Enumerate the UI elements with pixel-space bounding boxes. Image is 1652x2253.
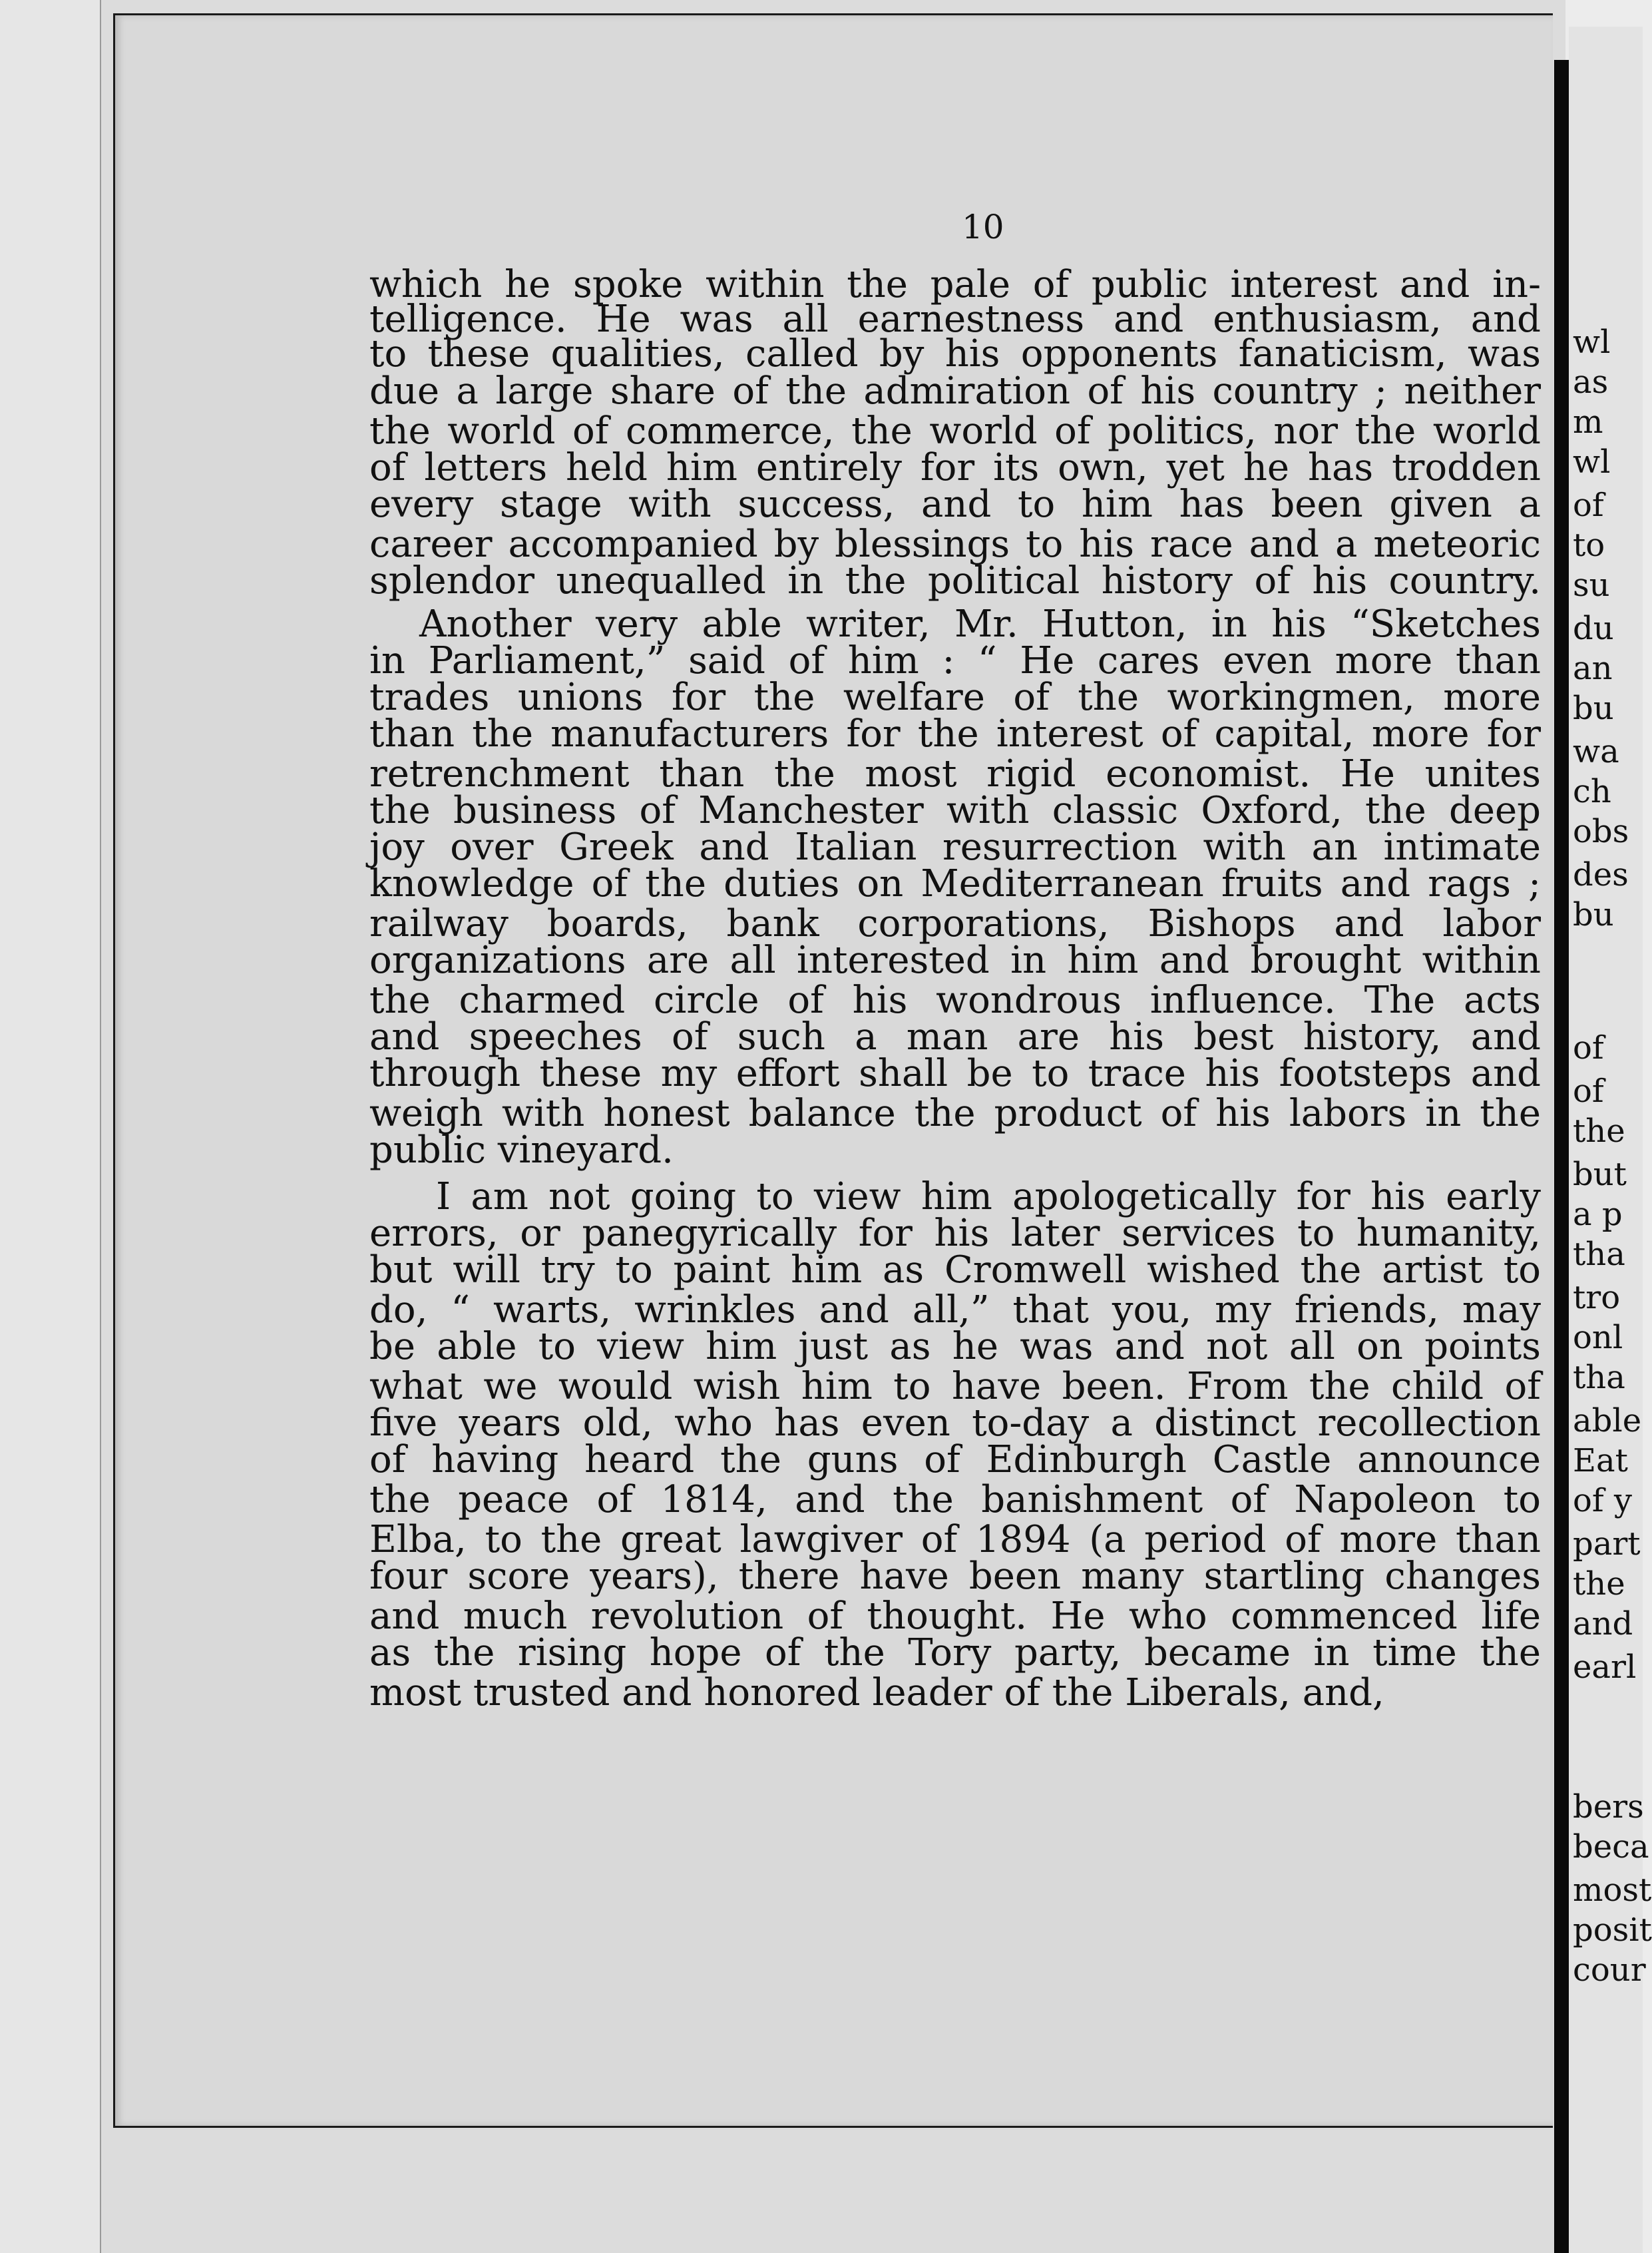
text-line: the peace of 1814, and the banishment of Napoleon to: [369, 1478, 1541, 1521]
text-line: errors, or panegyrically for his later services to humanity,: [369, 1212, 1541, 1255]
text-line: but will try to paint him as Cromwell wished the artist to: [369, 1248, 1541, 1292]
facing-page-line: wl: [1573, 443, 1611, 481]
facing-page-line: Eat: [1573, 1442, 1628, 1479]
facing-page-line: of y: [1573, 1482, 1633, 1519]
facing-page-line: onl: [1573, 1319, 1623, 1356]
text-line: telligence. He was all earnestness and enthusiasm, and: [369, 298, 1541, 341]
facing-page-line: as: [1573, 364, 1609, 401]
text-line: as the rising hope of the Tory party, became in time the: [369, 1631, 1541, 1674]
facing-page-line: bu: [1573, 690, 1614, 727]
facing-page-line: of: [1573, 487, 1604, 524]
facing-page-line: wl: [1573, 324, 1611, 361]
text-line: do, “ warts, wrinkles and all,” that you, my friends, may: [369, 1288, 1541, 1332]
text-line: retrenchment than the most rigid economist. He unites: [369, 752, 1541, 796]
facing-page-line: tro: [1573, 1279, 1621, 1316]
facing-page-line: of: [1573, 1029, 1604, 1067]
scan-background: [0, 0, 100, 2253]
text-line: five years old, who has even to-day a distinct recollection: [369, 1401, 1541, 1445]
text-line: splendor unequalled in the political history of his country.: [369, 559, 1541, 603]
text-line: what we would wish him to have been. From the child of: [369, 1365, 1541, 1408]
facing-page-line: obs: [1573, 813, 1629, 850]
text-line: which he spoke within the pale of public interest and in-: [369, 263, 1541, 306]
facing-page-line: the: [1573, 1565, 1625, 1603]
facing-page-fragment: [1569, 27, 1652, 2253]
text-line: the world of commerce, the world of politics, nor the world: [369, 409, 1541, 453]
text-line: Another very able writer, Mr. Hutton, in his “Sketches: [419, 603, 1541, 646]
text-line: railway boards, bank corporations, Bishops and labor: [369, 902, 1541, 945]
facing-page-line: but: [1573, 1156, 1627, 1193]
facing-page-line: cour: [1573, 1951, 1646, 1989]
facing-page-line: and: [1573, 1605, 1633, 1642]
text-line: most trusted and honored leader of the Liberals, and,: [369, 1671, 1384, 1714]
text-line: every stage with success, and to him has been given a: [369, 483, 1541, 526]
text-line: the business of Manchester with classic Oxford, the deep: [369, 789, 1541, 832]
text-line: public vineyard.: [369, 1128, 674, 1172]
facing-page-line: wa: [1573, 733, 1619, 770]
text-line: due a large share of the admiration of his country ; neither: [369, 370, 1541, 413]
facing-page-line: a p: [1573, 1196, 1623, 1233]
facing-page-line: able: [1573, 1402, 1642, 1439]
text-line: joy over Greek and Italian resurrection with an intimate: [369, 826, 1541, 869]
facing-page-line: du: [1573, 610, 1614, 647]
facing-page-line: ch: [1573, 773, 1611, 810]
facing-page-line: earl: [1573, 1648, 1637, 1686]
facing-page-line: su: [1573, 567, 1610, 604]
text-line: four score years), there have been many startling changes: [369, 1555, 1541, 1598]
text-line: and speeches of such a man are his best history, and: [369, 1015, 1541, 1059]
text-line: of letters held him entirely for its own, yet he has trodden: [369, 446, 1541, 489]
facing-page-line: most: [1573, 1872, 1652, 1909]
text-line: Elba, to the great lawgiver of 1894 (a period of more than: [369, 1518, 1541, 1561]
page-number: 10: [962, 208, 1004, 246]
text-line: of having heard the guns of Edinburgh Castle announce: [369, 1438, 1541, 1481]
text-line: career accompanied by blessings to his race and a meteoric: [369, 523, 1541, 566]
text-line: and much revolution of thought. He who commenced life: [369, 1595, 1541, 1638]
facing-page-line: the: [1573, 1113, 1625, 1150]
facing-page-line: m: [1573, 403, 1603, 441]
text-line: trades unions for the welfare of the workingmen, more: [369, 676, 1541, 719]
facing-page-line: of: [1573, 1073, 1604, 1110]
text-line: organizations are all interested in him and brought within: [369, 939, 1541, 982]
book-gutter: [1554, 60, 1569, 2253]
text-line: knowledge of the duties on Mediterranean fruits and rags ;: [369, 862, 1541, 905]
facing-page-line: des: [1573, 856, 1629, 893]
facing-page-line: an: [1573, 650, 1613, 687]
facing-page-line: bers: [1573, 1788, 1644, 1826]
text-line: the charmed circle of his wondrous influence. The acts: [369, 979, 1541, 1022]
facing-page-line: tha: [1573, 1236, 1625, 1273]
facing-page-line: tha: [1573, 1359, 1625, 1396]
facing-page-line: beca: [1573, 1828, 1649, 1866]
facing-page-line: bu: [1573, 896, 1614, 933]
facing-page-line: to: [1573, 527, 1605, 564]
text-line: through these my effort shall be to trace his footsteps and: [369, 1052, 1541, 1095]
facing-page-line: posit: [1573, 1911, 1652, 1949]
text-line: I am not going to view him apologetically for his early: [436, 1175, 1541, 1218]
facing-page-line: part: [1573, 1525, 1641, 1563]
text-line: in Parliament,” said of him : “ He cares even more than: [369, 639, 1541, 682]
text-line: be able to view him just as he was and not all on points: [369, 1325, 1541, 1368]
text-line: than the manufacturers for the interest of capital, more for: [369, 712, 1541, 756]
text-line: to these qualities, called by his opponents fanaticism, was: [369, 332, 1541, 376]
text-line: weigh with honest balance the product of his labors in the: [369, 1092, 1541, 1135]
